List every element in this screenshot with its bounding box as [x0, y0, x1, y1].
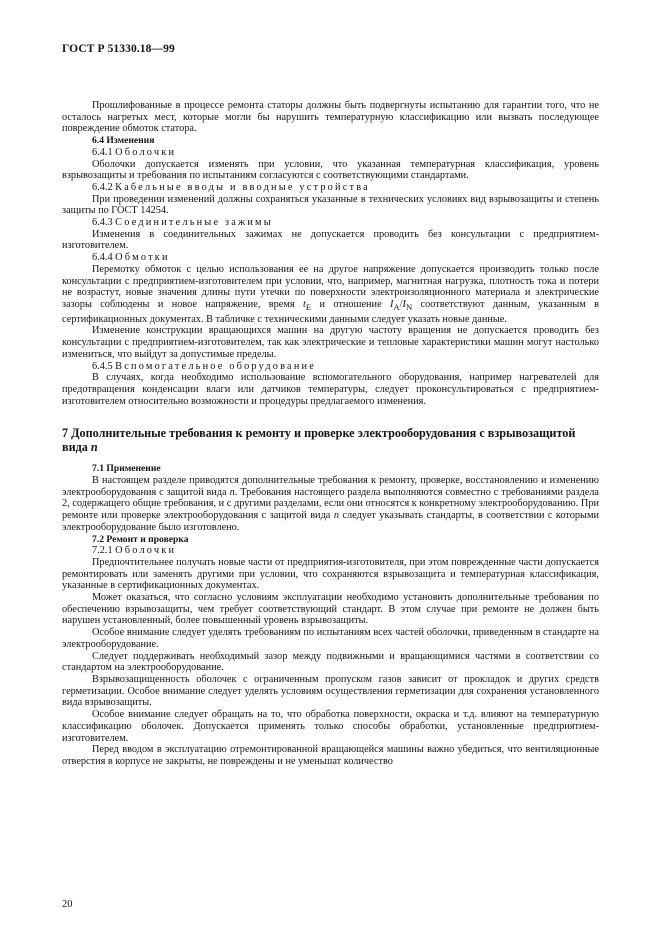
- paragraph-intro: Прошлифованные в процессе ремонта статоры должны быть подвергнуты испытанию для гарантии того, что не осталось нагретых мест, которые могли бы нарушить температурную классификацию или вызвать последующее повреждение обмоток статора.: [62, 100, 599, 135]
- subsection-title: Кабельные вводы и вводные устройства: [115, 181, 370, 193]
- protection-type-n: n: [333, 510, 339, 522]
- paragraph-7-1: [62, 475, 599, 534]
- subsection-heading-6-4-4: [62, 252, 599, 264]
- text-run: . Требования настоящего раздела выполняются совместно с требованиями раздела 2, содержащего общие требования, и с другими разделами, если они относятся к конкретному электрооборудованию. При ремонте или проверке электрооборудования с защитой вида: [62, 486, 600, 522]
- text-run: соответствуют данным, указанным в сертификационных документах. В табличке с техническими данными следует указать новые данные.: [62, 298, 600, 325]
- page-number: 20: [62, 899, 73, 910]
- subsection-number: 6.4.3: [92, 217, 113, 229]
- text-run: и отношение: [319, 298, 382, 310]
- paragraph-7-2-1-1: Предпочтительнее получать новые части от предприятия-изготовителя, при этом поврежденные части допускается ремонтировать или заменять другими при условии, что сохраняются взрывозащита и температурная классификация, указанные в сертификационных документах.: [62, 556, 599, 592]
- subsection-heading-7-2-1: [62, 545, 599, 557]
- paragraph-6-4-4-a: [62, 264, 599, 326]
- subsection-title: Оболочки: [115, 146, 177, 158]
- text-run: Перемотку обмоток с целью использования ее на другое напряжение допускается производить только после консультации с предприятием-изготовителем при условии, что, например, магнитная нагрузка, плотность тока и потери не возрастут, новые значения длины пути утечки по поверхности электроизоляционного материала и электрические зазоры соблюдены и новое напряжение, время: [62, 263, 599, 310]
- subsection-title: Обмотки: [115, 252, 170, 264]
- paragraph-6-4-2: При проведении изменений должны сохраняться указанные в технических условиях вид взрывозащиты и степень защиты по ГОСТ 14254.: [62, 193, 599, 217]
- symbol-ia: I: [390, 298, 394, 310]
- section-heading-6-4: 6.4 Изменения: [92, 135, 155, 147]
- subsection-number: 6.4.2: [92, 181, 113, 193]
- section-title: 7 Дополнительные требования к ремонту и проверке электрооборудования с взрывозащитой вида: [62, 426, 576, 455]
- subsection-title: Вспомогательное оборудование: [115, 360, 317, 372]
- paragraph-7-2-1-5: Взрывозащищенность оболочек с ограниченным пропуском газов зависит от прокладок и других средств герметизации. Особое внимание следует уделять условиям осуществления герметизации для сохранения установленного вида взрывозащиты.: [62, 673, 599, 709]
- symbol-slash: /: [399, 298, 403, 310]
- section-heading-7-1: 7.1 Применение: [92, 463, 161, 475]
- paragraph-6-4-3: Изменения в соединительных зажимах не допускается проводить без консультации с предприятием-изготовителем.: [62, 228, 599, 252]
- subsection-title: Соединительные зажимы: [115, 217, 273, 229]
- symbol-te: t: [303, 298, 306, 310]
- paragraph-6-4-5: В случаях, когда необходимо использование вспомогательного оборудования, например нагревателей для предотвращения конденсации влаги или датчиков температуры, следует проконсультироваться с предприятием-изготовителем относительно возможности и процедуры предлагаемого изменения.: [62, 372, 599, 407]
- subsection-number: 6.4.1: [92, 146, 113, 158]
- paragraph-6-4-4-b: Изменение конструкции вращающихся машин на другую частоту вращения не допускается проводить без консультации с предприятием-изготовителем, так как электрические и тепловые характеристики машин могут настолько измениться, что выйдут за допустимые пределы.: [62, 325, 599, 360]
- subsection-heading-6-4-1: [62, 147, 599, 159]
- subsection-number: 6.4.5: [92, 360, 113, 372]
- symbol-te-subscript: E: [305, 302, 312, 312]
- section-heading-7: [62, 426, 599, 454]
- paragraph-7-2-1-6: Особое внимание следует обращать на то, что обработка поверхности, окраска и т.д. влияют на температурную классификацию оболочек. Допускается применять только способы обработки, установленные предприятием-изготовителем.: [62, 709, 599, 744]
- paragraph-7-2-1-4: Следует поддерживать необходимый зазор между подвижными и вращающимися частями в соответствии со стандартом на электрооборудование.: [62, 650, 599, 674]
- paragraph-7-2-1-3: Особое внимание следует уделять требованиям по испытаниям всех частей оболочки, приведенным в стандарте на электрооборудование.: [62, 627, 599, 650]
- paragraph-7-2-1-7: Перед вводом в эксплуатацию отремонтированной вращающейся машины важно убедиться, что вентиляционные отверстия в корпусе не закрыты, не повреждены и не уменьшат количество: [62, 744, 599, 767]
- text-run: В настоящем разделе приводятся дополнительные требования к ремонту, проверке, восстановлению и изменению электрооборудования с защитой вида: [62, 475, 599, 498]
- subsection-title: Оболочки: [115, 545, 177, 557]
- symbol-in: I: [402, 298, 406, 310]
- subsection-number: 6.4.4: [92, 252, 113, 264]
- symbol-ia-subscript: A: [393, 302, 400, 312]
- text-run: следует указывать стандарты, в соответствии с которыми электрооборудование было изготовлено.: [62, 510, 600, 533]
- subsection-number: 7.2.1: [92, 545, 113, 557]
- protection-type-n: n: [229, 486, 235, 498]
- paragraph-6-4-1: Оболочки допускается изменять при условии, что указанная температурная классификация, уровень взрывозащиты и требования по испытаниям согласуются с соответствующими стандартами.: [62, 158, 599, 182]
- protection-type-n: n: [90, 440, 98, 455]
- subsection-heading-6-4-2: [62, 182, 599, 194]
- paragraph-7-2-1-2: Может оказаться, что согласно условиям эксплуатации необходимо установить дополнительные требования по обеспечению взрывозащиты, чем требует соответствующий стандарт. В этом случае при ремонте не должен быть нарушен установленный, более повышенный уровень взрывозащиты.: [62, 592, 599, 627]
- document-body: [62, 100, 599, 768]
- section-heading-7-2: 7.2 Ремонт и проверка: [92, 533, 189, 545]
- document-header: ГОСТ Р 51330.18—99: [62, 43, 175, 55]
- subsection-heading-6-4-3: [62, 217, 599, 229]
- subsection-heading-6-4-5: [62, 361, 599, 373]
- symbol-in-subscript: N: [405, 302, 413, 312]
